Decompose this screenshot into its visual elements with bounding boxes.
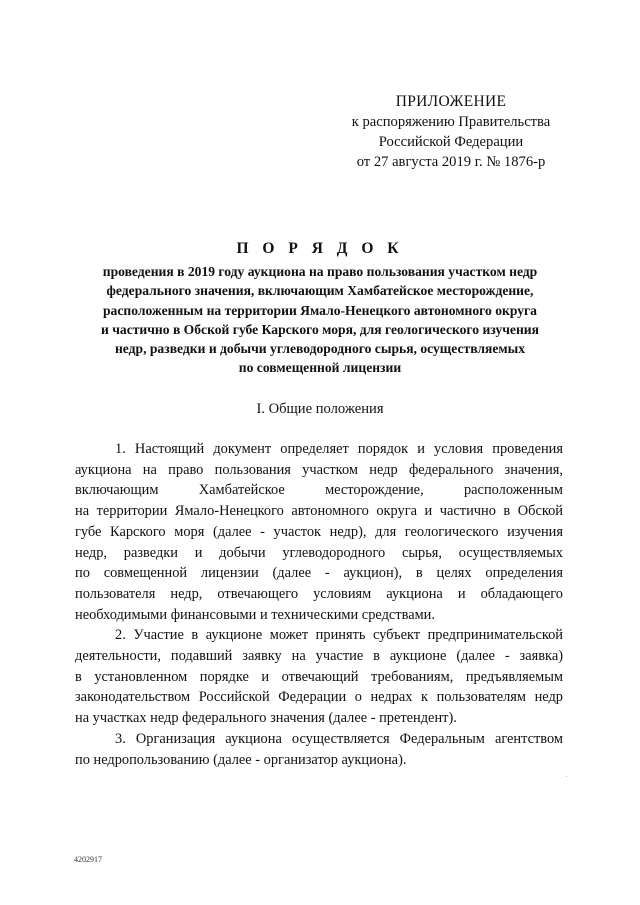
order-subtitle [62,262,578,378]
text-line: на участках недр федерального значения (далее - претендент). [75,710,457,727]
paragraph-2 [75,625,563,729]
order-title: П О Р Я Д О К [236,240,404,257]
text-line: законодательством Российской Федерации о недрах к пользователям недр [75,689,563,706]
text-line: 1. Настоящий документ определяет порядок и условия проведения [115,441,563,457]
subtitle-line: федерального значения, включающим Хамбатейское месторождение, [106,283,534,299]
subtitle-line: по совмещенной лицензии [238,360,402,376]
subtitle-line: расположенным на территории Ямало-Ненецкого автономного округа [103,302,537,318]
subtitle-line: проведения в 2019 году аукциона на право пользования участком недр [102,264,538,279]
scan-dot [566,776,567,777]
subtitle-line: недр, разведки и добычи углеводородного сырья, осуществляемых [114,341,526,357]
appendix-line: к распоряжению Правительства [351,114,551,130]
paragraph-1 [75,439,563,625]
text-line: по совмещенной лицензии (далее - аукцион), в целях определения [75,565,563,582]
appendix-block [335,92,567,172]
document-code: 4202917 [74,855,102,864]
text-line: необходимыми финансовыми и техническими средствами. [75,606,435,623]
appendix-line: Российской Федерации [378,134,524,150]
text-line: на территории Ямало-Ненецкого автономного округа и частично в Обской [75,503,563,520]
text-line: пользователя недр, отвечающего условиям аукциона и обладающего [75,585,563,602]
paragraph-3 [75,729,563,770]
text-line: включающим Хамбатейское месторождение, расположенным [75,482,563,499]
text-line: 2. Участие в аукционе может принять субъект предпринимательской [115,627,563,644]
section-title: I. Общие положения [256,401,384,417]
text-line: недр, разведки и добычи углеводородного сырья, осуществляемых [75,544,563,561]
text-line: деятельности, подавший заявку на участие в аукционе (далее - заявка) [75,648,563,665]
text-line: аукциона на право пользования участком недр федерального значения, [75,461,563,478]
appendix-line: от 27 августа 2019 г. № 1876-р [356,154,546,170]
subtitle-line: и частично в Обской губе Карского моря, для геологического изучения [101,321,539,337]
text-line: по недропользованию (далее - организатор аукциона). [75,751,407,768]
text-line: 3. Организация аукциона осуществляется Федеральным агентством [115,730,563,747]
text-line: губе Карского моря (далее - участок недр), для геологического изучения [75,523,563,540]
text-line: в установленном порядке и отвечающий требованиям, предъявляемым [75,668,563,685]
appendix-heading: ПРИЛОЖЕНИЕ [395,93,507,110]
document-body [75,439,563,770]
